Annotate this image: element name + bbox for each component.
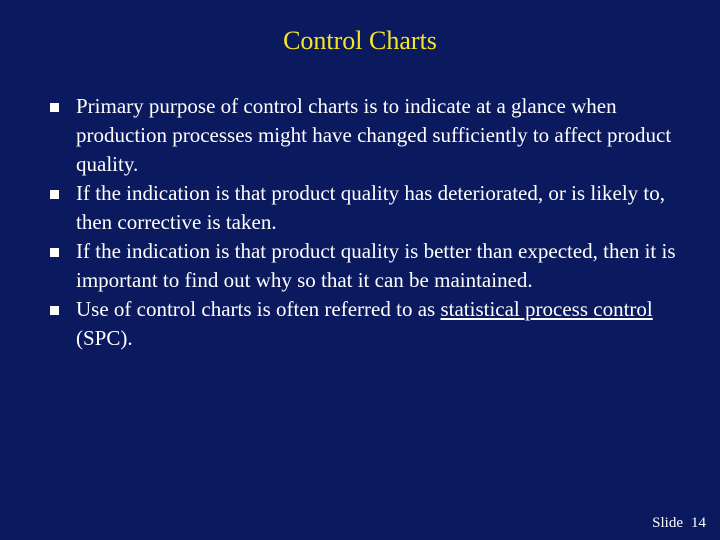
- square-bullet-icon: [50, 248, 59, 257]
- bullet-item-4: [50, 295, 690, 353]
- slide-number-label: Slide: [652, 515, 683, 531]
- bullet-text-before: Use of control charts is often referred to as: [76, 297, 441, 321]
- slide-number: [652, 514, 706, 532]
- slide-title: Control Charts: [283, 26, 437, 55]
- square-bullet-icon: [50, 190, 59, 199]
- bullet-item-1: [50, 92, 690, 179]
- underlined-term: statistical process control: [440, 297, 653, 321]
- bullet-text-after: (SPC).: [76, 326, 133, 350]
- square-bullet-icon: [50, 306, 59, 315]
- bullet-list: [50, 92, 690, 353]
- bullet-item-2: [50, 179, 690, 237]
- bullet-text: If the indication is that product quality is better than expected, then it is important to find out why so that it can be maintained.: [76, 239, 676, 292]
- bullet-item-3: [50, 237, 690, 295]
- bullet-text: Primary purpose of control charts is to indicate at a glance when production processes might have changed sufficiently to affect product quality.: [76, 94, 672, 176]
- bullet-text: If the indication is that product quality has deteriorated, or is likely to, then corrective is taken.: [76, 181, 666, 234]
- square-bullet-icon: [50, 103, 59, 112]
- slide-number-value: 14: [691, 515, 706, 531]
